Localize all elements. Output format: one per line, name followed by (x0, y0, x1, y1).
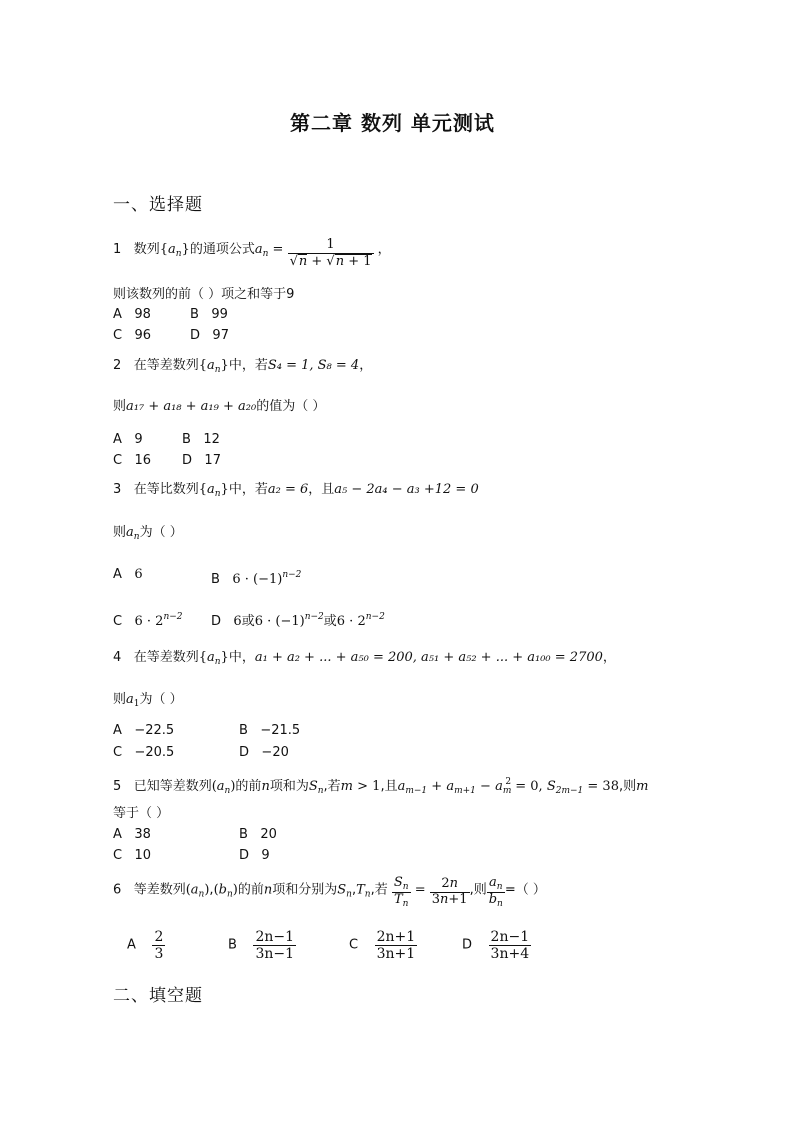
formula-fraction: $\frac{1}{√n + √n + 1}$ (289, 237, 372, 269)
option-d: D $\frac{2n-1}{3n+4}$ (462, 929, 530, 963)
option-b: B $6 \cdot (-1)^{n-2}$ (211, 570, 302, 587)
question-number: 3 (113, 482, 122, 497)
question-1-stem: 1 数列$\{a_n\}$的通项公式$a_n$ = $\frac{1}{√n + √n + 1}$ ， (113, 237, 391, 269)
question-3-stem: 3 在等比数列$\{a_n\}$中，若a₂ = 6，且a₅ − 2a₄ − a₃ +12 = 0 (113, 482, 479, 499)
question-number: 2 (113, 358, 122, 373)
question-2-line2: 则a₁₇ + a₁₈ + a₁₉ + a₂₀的值为（ ） (113, 399, 326, 414)
section-heading-choice: 一、选择题 (113, 195, 203, 215)
question-4-stem: 4 在等差数列$\{a_n\}$中，a₁ + a₂ + ... + a₅₀ = 200, a₅₁ + a₅₂ + ... + a₁₀₀ = 2700， (113, 650, 616, 667)
option-b: B 99 (190, 307, 228, 322)
question-number: 5 (113, 779, 122, 794)
option-c: C −20.5 (113, 745, 175, 760)
option-b: B 20 (239, 827, 277, 842)
question-3-line2: 则$a_n$为（ ） (113, 525, 183, 542)
option-d: D 9 (239, 848, 270, 863)
option-a: A −22.5 (113, 723, 175, 738)
option-c: C $6 \cdot 2^{n-2}$ (113, 612, 183, 629)
option-c: C 96 (113, 328, 152, 343)
option-c: C $\frac{2n+1}{3n+1}$ (349, 929, 416, 963)
option-a: A 6 (113, 567, 143, 582)
question-2-stem: 2 在等差数列$\{a_n\}$中，若S₄ = 1, S₈ = 4， (113, 358, 373, 375)
option-b: B $\frac{2n-1}{3n-1}$ (228, 929, 295, 963)
option-d: D 6或$6 \cdot (-1)^{n-2}$或$6 \cdot 2^{n-2}$ (211, 612, 385, 629)
option-c: C 16 (113, 453, 152, 468)
option-b: B 12 (182, 432, 220, 447)
option-d: D 97 (190, 328, 229, 343)
question-number: 1 (113, 241, 122, 257)
option-b: B −21.5 (239, 723, 301, 738)
question-4-line2: 则$a_1$为（ ） (113, 692, 183, 709)
option-d: D −20 (239, 745, 289, 760)
question-number: 6 (113, 882, 122, 898)
option-d: D 17 (182, 453, 221, 468)
option-c: C 10 (113, 848, 152, 863)
question-5-line2: 等于（ ） (113, 806, 170, 821)
section-heading-fill: 二、填空题 (113, 986, 203, 1006)
question-5-stem: 5 已知等差数列$(a_n)$的前n项和为$S_n$,若m > 1,且$a_{m-1} + a_{m+1} - a_m^2 = 0$, $S_{2m-1} = 38$,则m (113, 777, 649, 796)
question-number: 4 (113, 650, 122, 665)
question-6-stem: 6 等差数列$(a_n),(b_n)$的前n项和分别为$S_n,T_n$,若 $\frac{S_n}{T_n}$ = $\frac{2n}{3n+1}$ ,则 $\frac{a_n}{b_n}$ =（ ） (113, 875, 546, 910)
question-1-line2: 则该数列的前（ ）项之和等于9 (113, 287, 295, 302)
option-a: A 98 (113, 307, 151, 322)
option-a: A 38 (113, 827, 151, 842)
option-a: A $\frac{2}{3}$ (127, 929, 164, 963)
page-title: 第二章 数列 单元测试 (290, 111, 495, 135)
option-a: A 9 (113, 432, 143, 447)
